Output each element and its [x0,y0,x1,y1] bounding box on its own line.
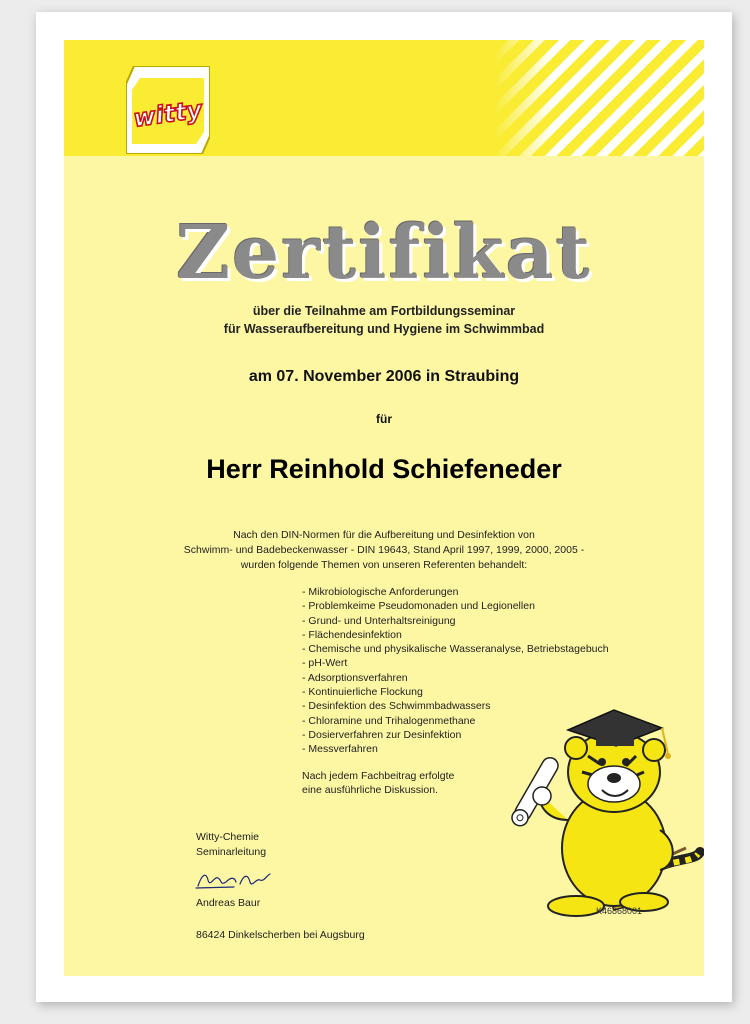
svg-text:witty: witty [131,95,204,133]
signer-name: Andreas Baur [196,897,261,909]
topic-item: - Problemkeime Pseudomonaden und Legionellen [302,600,535,613]
witty-logo [126,66,210,154]
topic-item: - Messverfahren [302,743,378,756]
topic-item: - Grund- und Unterhaltsreinigung [302,614,456,627]
certificate-title: Zertifikat [176,210,592,296]
topic-item: - Chloramine und Trihalogenmethane [302,714,476,727]
date-line: am 07. November 2006 in Straubing [248,368,520,385]
topic-item: - Flächendesinfektion [302,628,402,641]
certificate [64,40,704,976]
intro-text [64,528,704,573]
org-line-2: Seminarleitung [196,846,267,858]
tiger-mascot-graduate [464,680,704,920]
subtitle-line-2: für Wasseraufbereitung und Hygiene im Schwimmbad [223,322,545,336]
address: 86424 Dinkelscherben bei Augsburg [196,929,365,941]
for-label: für [376,412,392,426]
subtitle-line-1: über die Teilnahme am Fortbildungsseminar [252,304,516,318]
paper-sheet [36,12,732,1002]
intro-line-2: Schwimm- und Badebeckenwasser - DIN 19643, Stand April 1997, 1999, 2000, 2005 - [183,544,585,556]
organization [196,830,266,860]
header-stripes [494,40,704,156]
topic-item: - Chemische und physikalische Wasseranalyse, Betriebstagebuch [302,643,609,656]
org-line-1: Witty-Chemie [196,831,260,843]
topic-item: - Desinfektion des Schwimmbadwassers [302,700,491,713]
topic-item: - Dosierverfahren zur Desinfektion [302,728,462,741]
topic-item: - Mikrobiologische Anforderungen [302,586,459,598]
signature [194,868,274,892]
topic-item: - Kontinuierliche Flockung [302,686,423,699]
topic-item: - pH-Wert [302,657,348,670]
topic-item: - Adsorptionsverfahren [302,671,408,684]
outro-line-2: eine ausführliche Diskussion. [302,784,438,796]
intro-line-1: Nach den DIN-Normen für die Aufbereitung und Desinfektion von [233,529,535,541]
outro-text [302,769,454,797]
document-code: K46868001 [596,906,643,916]
intro-line-3: wurden folgende Themen von unseren Referenten behandelt: [240,559,528,571]
outro-line-1: Nach jedem Fachbeitrag erfolgte [302,770,455,782]
recipient-name: Herr Reinhold Schiefeneder [206,454,562,484]
